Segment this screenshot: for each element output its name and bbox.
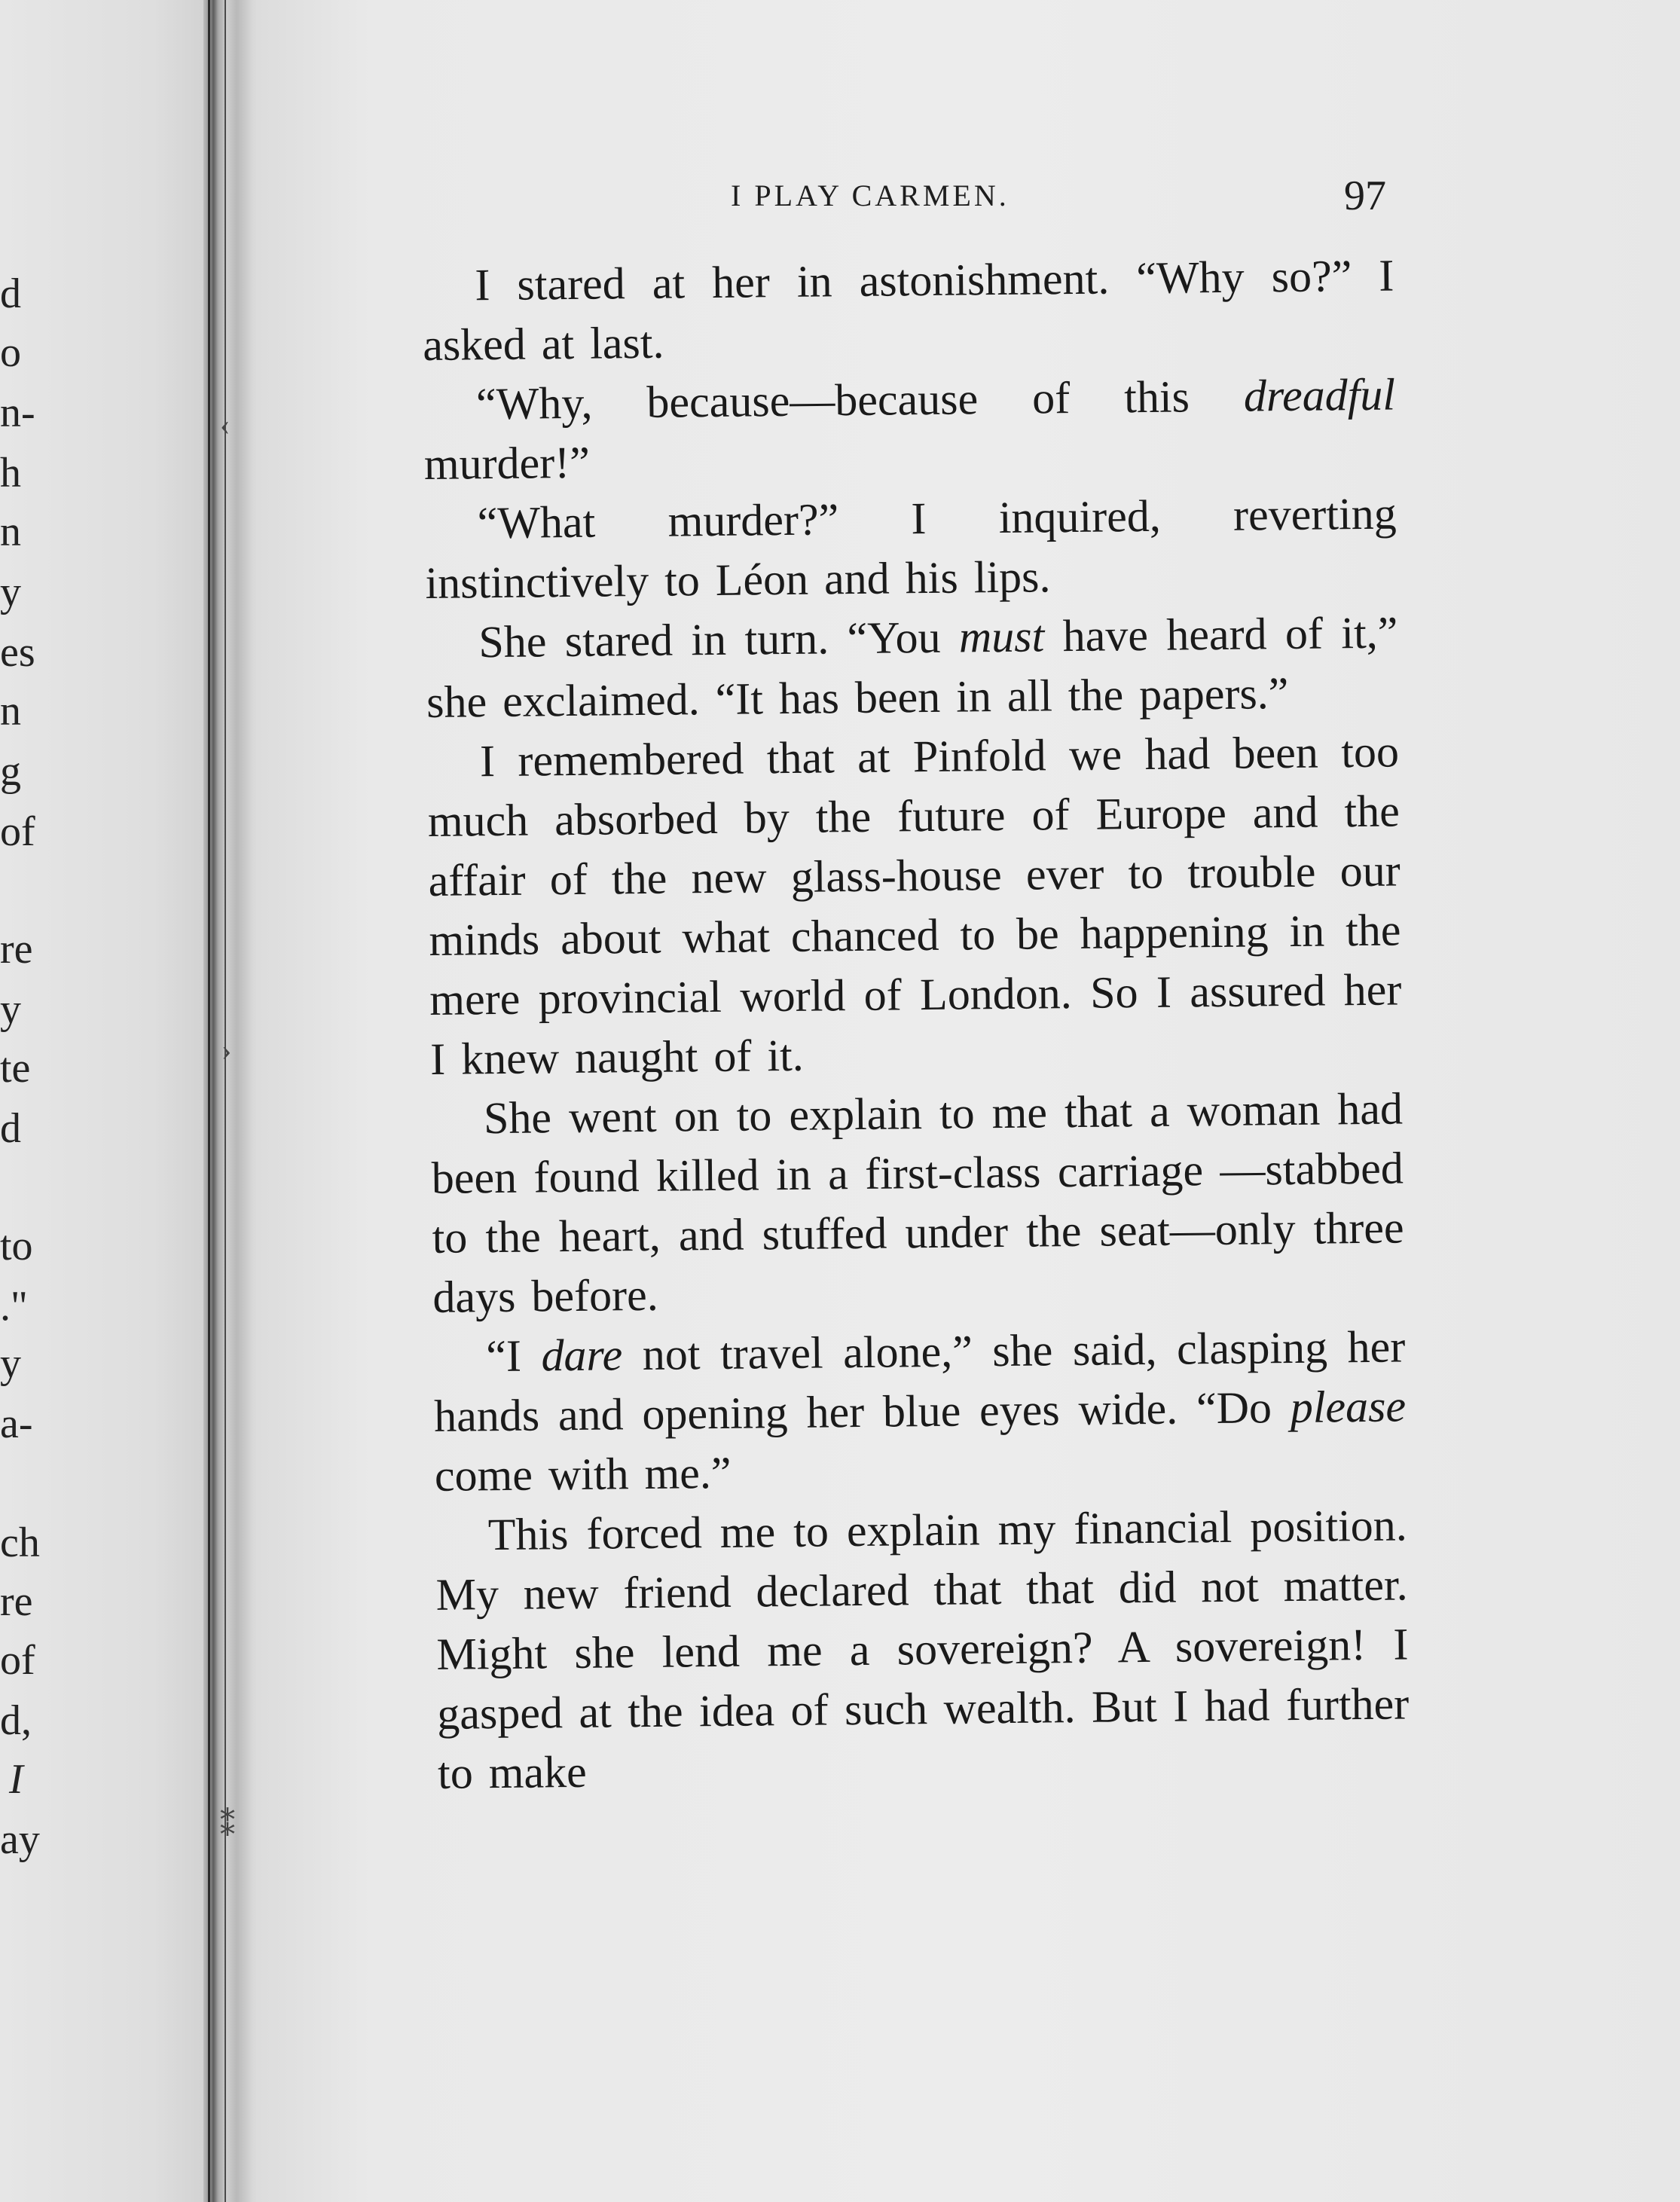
emphasis: must — [958, 611, 1045, 662]
previous-page-line-fragment: ay — [0, 1816, 40, 1863]
previous-page-line-fragment: ch — [0, 1519, 40, 1566]
emphasis: dreadful — [1243, 369, 1396, 421]
paragraph: “I dare not travel alone,” she said, clasping her hands and opening her blue eyes wide. “Do please come with me.” — [433, 1321, 1407, 1501]
previous-page-line-fragment: es — [0, 629, 35, 676]
previous-page-line-fragment: to — [0, 1223, 33, 1269]
previous-page-line-fragment: d, — [0, 1697, 32, 1744]
paragraph: This forced me to explain my financial position. My new friend declared that that did not matter. Might she lend me a sovereign? A sovereign! I gasped at the idea of such wealth. But I had further to make — [435, 1500, 1410, 1798]
previous-page-line-fragment: d — [0, 270, 21, 317]
previous-page-line-fragment: ." — [0, 1283, 28, 1330]
paragraph: I stared at her in astonishment. “Why so?” I asked at last. — [422, 250, 1394, 370]
running-title: I PLAY CARMEN. — [731, 179, 1010, 212]
previous-page-line-fragment: n — [0, 509, 21, 555]
previous-page-line-fragment: of — [0, 808, 35, 855]
previous-page-text-fragments — [0, 0, 218, 2202]
previous-page-line-fragment: y — [0, 569, 21, 615]
previous-page-line-fragment: d — [0, 1105, 21, 1152]
previous-page-line-fragment: g — [0, 748, 21, 795]
previous-page-line-fragment: te — [0, 1045, 31, 1092]
previous-page-line-fragment: re — [0, 926, 33, 973]
emphasis: please — [1290, 1381, 1407, 1433]
binding-thread-mark: ‹ — [220, 408, 231, 441]
previous-page-line-fragment: a- — [0, 1400, 33, 1447]
spine-line — [225, 0, 226, 2202]
previous-page-line-fragment: re — [0, 1578, 33, 1625]
paragraph: “Why, because—because of this dreadful murder!” — [423, 369, 1396, 489]
paragraph: She stared in turn. “You must have heard of it,” she exclaimed. “It has been in all the papers.” — [426, 607, 1398, 727]
paragraph: I remembered that at Pinfold we had been too much absorbed by the future of Europe and the affair of the new glass-house ever to trouble our minds about what chanced to be happening in the mere provincial world of London. So I assured her I knew naught of it. — [427, 726, 1402, 1084]
paragraph: “What murder?” I inquired, reverting instinctively to Léon and his lips. — [425, 488, 1397, 608]
previous-page-line-fragment: o — [0, 329, 21, 376]
running-head — [429, 172, 1386, 224]
paragraph: She went on to explain to me that a woman had been found killed in a first-class carriage —stabbed to the heart, and stuffed under the seat—only three days before. — [431, 1083, 1404, 1322]
previous-page-line-fragment: of — [0, 1637, 35, 1684]
binding-thread-mark: ⁑ — [220, 1809, 235, 1843]
page-number: 97 — [1344, 173, 1386, 219]
binding-thread-mark: › — [221, 1033, 232, 1067]
previous-page-line-fragment: n- — [0, 389, 35, 436]
previous-page-line-fragment: h — [0, 450, 21, 496]
emphasis: dare — [541, 1330, 623, 1381]
previous-page-line-fragment: I — [9, 1756, 23, 1803]
body-text — [422, 246, 1410, 1803]
previous-page — [0, 0, 218, 2202]
previous-page-line-fragment: n — [0, 688, 21, 735]
previous-page-line-fragment: y — [0, 1340, 21, 1387]
previous-page-line-fragment: y — [0, 986, 21, 1033]
spine-line — [208, 0, 210, 2202]
